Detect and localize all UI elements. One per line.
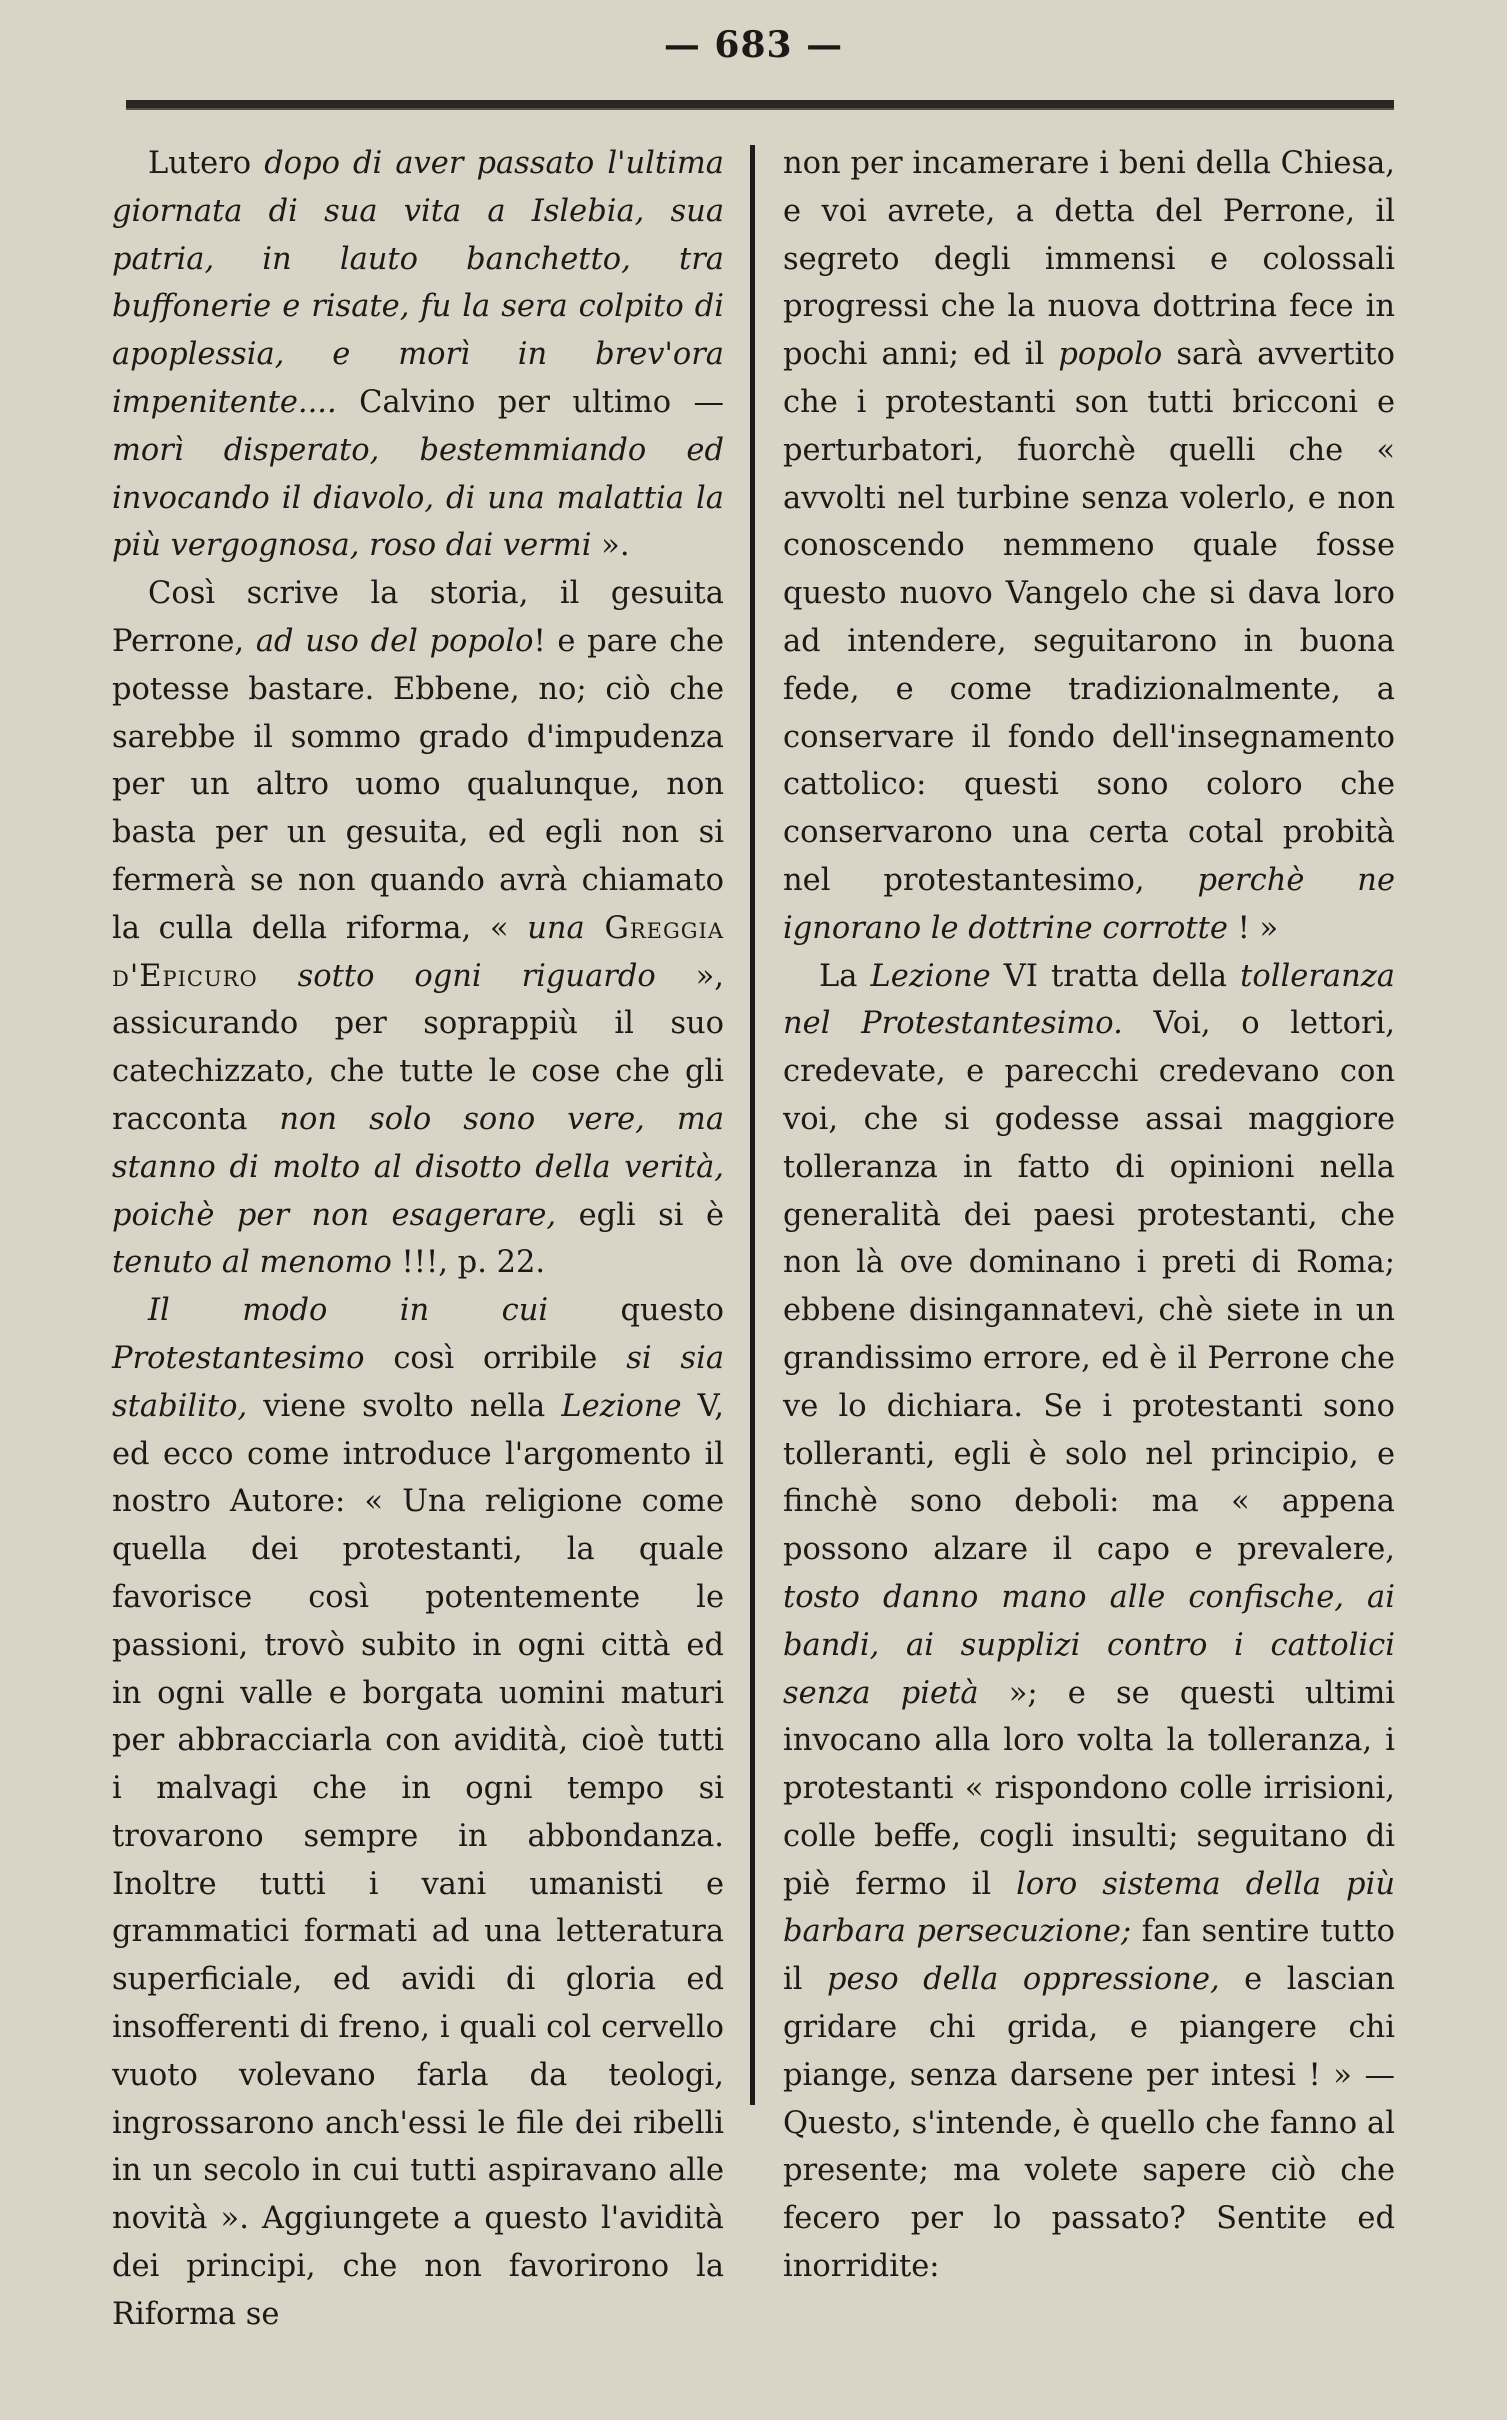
text-run: Lutero bbox=[148, 146, 265, 181]
text-run: Voi, o lettori, credevate, e parecchi credevano con voi, che si godesse assai maggiore tolleranza in fatto di opinioni nella generalità dei paesi protestanti, che non là ove dominano i preti di Roma; ebbene disingannatevi, chè siete in un grandissimo errore, ed è il Perrone che ve lo dichiara. Se i protestanti sono tolleranti, egli è solo nel principio, e finchè sono deboli: ma « appena possono alzare il capo e prevalere, bbox=[783, 1006, 1395, 1568]
text-run: ! » bbox=[1227, 910, 1279, 946]
paragraph bbox=[112, 1287, 724, 2339]
text-run: fan sentire tutto il bbox=[783, 1914, 1395, 1998]
italic-run: Lezione bbox=[870, 958, 991, 994]
italic-run: popolo bbox=[1058, 337, 1163, 373]
text-run: non per incamerare i beni della Chiesa, e voi avrete, a detta del Perrone, il segreto degli immensi e colossali progressi che la nuova dottrina fece in pochi anni; ed il bbox=[783, 146, 1395, 373]
italic-run: Il modo in cui bbox=[148, 1293, 549, 1329]
smallcaps-run: Greggia d'Epicuro bbox=[112, 910, 724, 994]
italic-run: dopo di aver passato l'ultima giornata di sua vita a Islebia, sua patria, in lauto banchetto, tra buffonerie e risate, fu la sera colpito di apoplessia, e morì in brev'ora impenitente.... bbox=[112, 146, 724, 420]
text-run: »; e se questi ultimi invocano alla loro volta la tolleranza, i protestanti « rispondono colle irrisioni, colle beffe, cogli insulti; seguitano di piè fermo il bbox=[783, 1675, 1395, 1902]
text-run: e lascian gridare chi grida, e piangere chi piange, senza darsene per intesi ! » — Questo, s'intende, è quello che fanno al presente; ma volete sapere ciò che fecero per lo passato? Sentite ed inorridite: bbox=[783, 1962, 1395, 2285]
text-run: ! e pare che potesse bastare. Ebbene, no; ciò che sarebbe il sommo grado d'impudenza per un altro uomo qualunque, non basta per un gesuita, ed egli non si fermerà se non quando avrà chiamato la culla della riforma, « bbox=[112, 623, 724, 946]
italic-run: tolleranza nel Protestantesimo. bbox=[783, 958, 1395, 1042]
page-number: — 683 — bbox=[663, 24, 844, 66]
header-rule bbox=[126, 100, 1394, 110]
text-run: così orribile bbox=[364, 1340, 627, 1376]
text-run: questo bbox=[548, 1293, 724, 1329]
text-run: Calvino per ultimo — bbox=[336, 384, 724, 420]
text-run: Così scrive la storia, il gesuita Perrone, bbox=[112, 576, 724, 659]
italic-run: peso della oppressione, bbox=[827, 1962, 1220, 1998]
left-column bbox=[112, 140, 724, 2339]
paragraph bbox=[112, 140, 724, 570]
right-column bbox=[783, 140, 1395, 2291]
text-run: VI tratta della bbox=[990, 958, 1241, 994]
italic-run: si sia stabilito, bbox=[112, 1340, 725, 1424]
paragraph bbox=[783, 140, 1395, 953]
italic-run: loro sistema della più barbara persecuzione; bbox=[783, 1866, 1395, 1950]
text-run: La bbox=[819, 958, 871, 994]
italic-run: morì disperato, bestemmiando ed invocando il diavolo, di una malattia la più vergognosa, roso dai vermi bbox=[112, 432, 724, 564]
italic-run: ad uso del popolo bbox=[255, 623, 534, 659]
italic-run: perchè ne ignorano le dottrine corrotte bbox=[783, 862, 1395, 946]
italic-run: una bbox=[527, 910, 585, 946]
paragraph bbox=[783, 953, 1395, 2291]
italic-run: sotto ogni riguardo bbox=[257, 958, 656, 994]
text-run: V, ed ecco come introduce l'argomento il nostro Autore: « Una religione come quella dei protestanti, la quale favorisce così potentemente le passioni, trovò subito in ogni città ed in ogni valle e borgata uomini maturi per abbracciarla con avidità, cioè tutti i malvagi che in ogni tempo si trovarono sempre in abbondanza. Inoltre tutti i vani umanisti e grammatici formati ad una letteratura superficiale, ed avidi di gloria ed insofferenti di freno, i quali col cervello vuoto volevano farla da teologi, ingrossarono anch'essi le file dei ribelli in un secolo in cui tutti aspiravano alle novità ». Aggiungete a questo l'avidità dei principi, che non favorirono la Riforma se bbox=[112, 1388, 725, 2332]
text-run: viene svolto nella bbox=[247, 1388, 562, 1424]
text-run: ». bbox=[591, 528, 630, 564]
italic-run: tenuto al menomo bbox=[112, 1245, 392, 1281]
italic-run: Protestantesimo bbox=[112, 1340, 365, 1376]
text-run: egli si è bbox=[556, 1197, 725, 1233]
text-run: !!!, p. 22. bbox=[391, 1245, 546, 1281]
italic-run: tosto danno mano alle confische, ai bandi, ai supplizi contro i cattolici senza pietà bbox=[783, 1579, 1395, 1711]
column-divider bbox=[750, 145, 755, 2105]
italic-run: non solo sono vere, ma stanno di molto al disotto della verità, poichè per non esagerare, bbox=[112, 1101, 724, 1233]
text-run: sarà avvertito che i protestanti son tutti bricconi e perturbatori, fuorchè quelli che « avvolti nel turbine senza volerlo, e non conoscendo nemmeno quale fosse questo nuovo Vangelo che si dava loro ad intendere, seguitarono in buona fede, e come tradizionalmente, a conservare il fondo dell'insegnamento cattolico: questi sono coloro che conservarono una certa cotal probità nel protestantesimo, bbox=[783, 337, 1395, 898]
italic-run: Lezione bbox=[561, 1388, 682, 1424]
paragraph bbox=[112, 570, 724, 1287]
text-run: », assicurando per soprappiù il suo catechizzato, che tutte le cose che gli racconta bbox=[112, 958, 724, 1137]
